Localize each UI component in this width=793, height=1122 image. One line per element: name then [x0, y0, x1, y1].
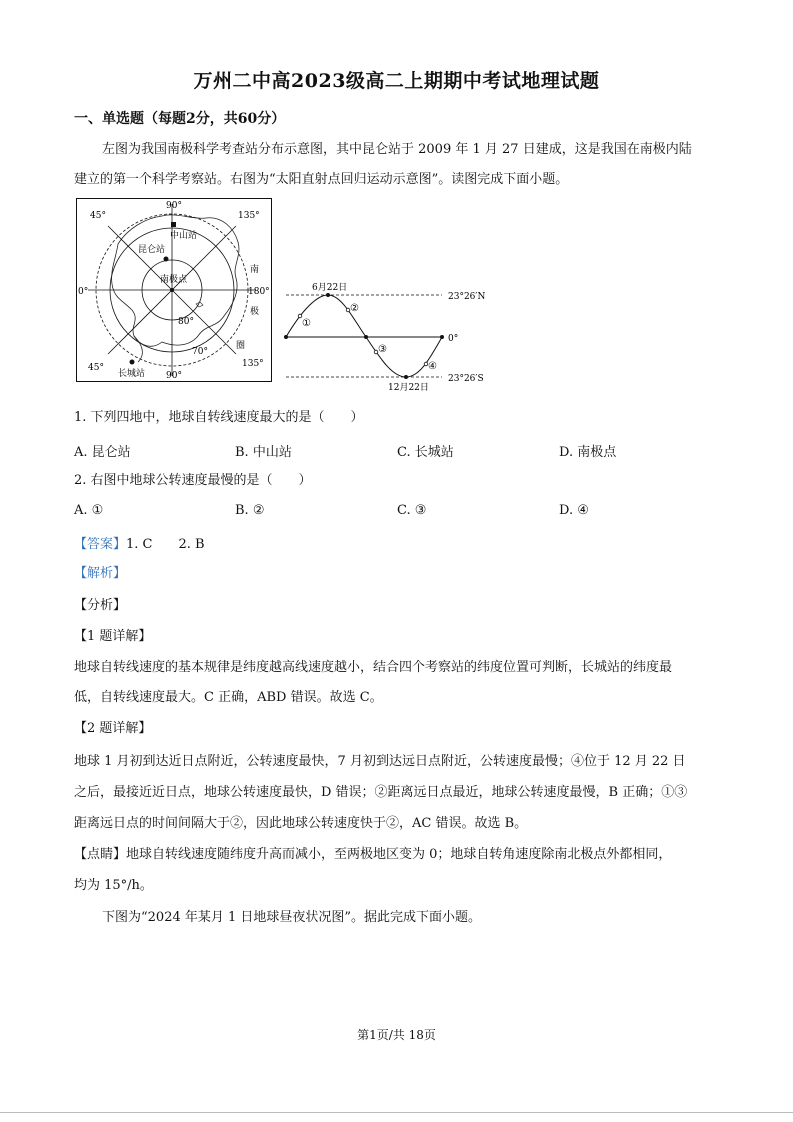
label-changcheng: 长城站 [118, 369, 146, 379]
changcheng-station-marker [130, 360, 135, 365]
label-polar-circle-3: 圈 [236, 341, 246, 351]
label-90-top: 90° [166, 201, 182, 211]
south-pole-marker [170, 288, 174, 292]
label-point-4: ④ [428, 361, 437, 372]
section-heading: 一、单选题（每题2分，共60分） [74, 111, 286, 127]
q1-stem: 1. 下列四地中，地球自转线速度最大的是（ ） [74, 410, 364, 425]
label-polar-circle-1: 南 [250, 265, 260, 275]
detail-2-heading: 【2 题详解】 [74, 721, 152, 736]
jiexi-label: 【解析】 [74, 566, 127, 581]
label-point-3: ③ [378, 344, 387, 355]
label-90-bottom: 90° [166, 371, 182, 381]
label-45-bl: 45° [88, 363, 104, 373]
label-180: 180° [248, 287, 270, 297]
label-point-2: ② [350, 303, 359, 314]
label-kunlun: 昆仑站 [138, 245, 166, 255]
sun-direct-point-diagram [282, 280, 498, 392]
next-intro: 下图为“2024 年某月 1 日地球昼夜状况图”。据此完成下面小题。 [102, 910, 482, 925]
label-135-tr: 135° [238, 211, 260, 221]
label-lat-70: 70° [192, 347, 208, 357]
dianjing-line-2: 均为 15°/h。 [74, 878, 153, 893]
jun22-point [326, 293, 330, 297]
detail-2-line-3: 距离远日点的时间间隔大于②，因此地球公转速度快于②，AC 错误。故选 B。 [74, 816, 528, 831]
label-south-pole: 南极点 [160, 275, 188, 285]
label-s-tropic: 23°26′S [448, 374, 484, 384]
intro-line-2: 建立的第一个科学考察站。右图为“太阳直射点回归运动示意图”。读图完成下面小题。 [74, 172, 569, 187]
label-n-tropic: 23°26′N [448, 292, 486, 302]
bottom-divider [0, 1112, 793, 1113]
equinox-point [364, 335, 368, 339]
detail-1-line-2: 低，自转线速度最大。C 正确，ABD 错误。故选 C。 [74, 690, 383, 705]
direct-point-curve [286, 295, 442, 377]
q2-option-d: D. ④ [559, 503, 589, 518]
label-polar-circle-2: 极 [250, 307, 260, 317]
detail-1-heading: 【1 题详解】 [74, 629, 152, 644]
label-point-1: ① [302, 318, 311, 329]
curve-end-point [440, 335, 444, 339]
q2-option-b: B. ② [235, 503, 265, 518]
dec22-point [404, 375, 408, 379]
detail-1-line-1: 地球自转线速度的基本规律是纬度越高线速度越小，结合四个考察站的纬度位置可判断，长城站的纬度最 [74, 660, 673, 675]
label-dec22: 12月22日 [388, 383, 429, 392]
label-0: 0° [78, 287, 89, 297]
answer-line [74, 536, 205, 554]
curve-start-point [284, 335, 288, 339]
answer-text: 1. C 2. B [126, 537, 205, 552]
intro-line-1: 左图为我国南极科学考查站分布示意图，其中昆仑站于 2009 年 1 月 27 日建成，这是我国在南极内陆 [102, 142, 692, 157]
detail-2-line-1: 地球 1 月初到达近日点附近，公转速度最快，7 月初到达远日点附近，公转速度最慢；④位于 12 月 22 日 [74, 754, 686, 769]
q1-option-c: C. 长城站 [397, 445, 454, 460]
label-equator: 0° [448, 334, 459, 344]
q2-stem: 2. 右图中地球公转速度最慢的是（ ） [74, 473, 312, 488]
q1-option-d: D. 南极点 [559, 445, 617, 460]
label-45-tl: 45° [90, 211, 106, 221]
kunlun-station-marker [164, 257, 169, 262]
label-jun22: 6月22日 [312, 283, 348, 293]
q2-option-a: A. ① [74, 503, 104, 518]
q1-option-a: A. 昆仑站 [74, 445, 131, 460]
page-title: 万州二中高2023级高二上期期中考试地理试题 [193, 70, 600, 92]
label-lat-80: 80° [178, 317, 194, 327]
q2-option-c: C. ③ [397, 503, 427, 518]
label-135-br: 135° [242, 359, 264, 369]
label-zhongshan: 中山站 [170, 231, 198, 241]
detail-2-line-2: 之后，最接近近日点，地球公转速度最快，D 错误；②距离远日点最近，地球公转速度最慢，B 正确；①③ [74, 785, 688, 800]
zhongshan-station-marker [171, 222, 176, 227]
page-footer: 第1页/共 18页 [357, 1028, 436, 1042]
fenxi-label: 【分析】 [74, 598, 127, 613]
antarctic-station-map [76, 198, 272, 382]
dianjing-line-1: 【点睛】地球自转线速度随纬度升高而减小，至两极地区变为 0；地球自转角速度除南北极点外都相同， [74, 847, 672, 862]
q1-option-b: B. 中山站 [235, 445, 292, 460]
answer-label: 【答案】 [74, 537, 127, 552]
